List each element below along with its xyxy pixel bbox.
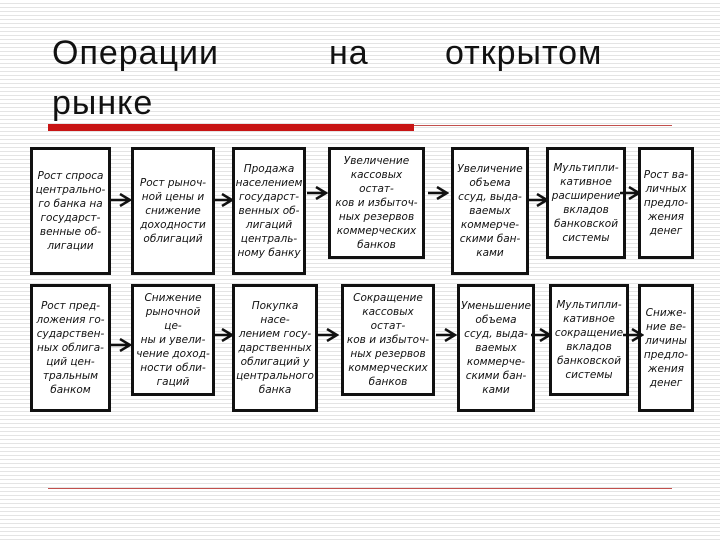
row2-box-5: Уменьшение объема ссуд, выда- ваемых коммерче- скими бан- ками xyxy=(457,284,535,412)
arrow-right-icon xyxy=(212,193,234,207)
arrow-right-icon xyxy=(622,328,644,342)
arrow-right-icon xyxy=(212,328,234,342)
row2-box-3: Покупка насе- лением госу- дарственных облигаций у центрального банка xyxy=(232,284,318,412)
arrow-right-icon xyxy=(530,328,552,342)
arrow-right-icon xyxy=(317,328,339,342)
row1-box-1: Рост спроса центрально- го банка на государст- венные об- лигации xyxy=(30,147,111,275)
title-word-3: открытом xyxy=(445,34,603,72)
arrow-right-icon xyxy=(427,186,449,200)
row2-box-6: Мультипли- кативное сокращение вкладов банковской системы xyxy=(549,284,629,396)
row1-box-2: Рост рыноч- ной цены и снижение доходности облигаций xyxy=(131,147,215,275)
row2-box-1: Рост пред- ложения го- сударствен- ных облига- ций цен- тральным банком xyxy=(30,284,111,412)
row1-box-4: Увеличение кассовых остат- ков и избыточ- ных резервов коммерческих банков xyxy=(328,147,425,259)
title-word-1: Операции xyxy=(52,34,220,72)
arrow-right-icon xyxy=(435,328,457,342)
title-word-2: на xyxy=(329,34,369,72)
arrow-right-icon xyxy=(527,193,549,207)
row2-box-7: Сниже- ние ве- личины предло- жения денег xyxy=(638,284,694,412)
row2-box-4: Сокращение кассовых остат- ков и избыточ- ных резервов коммерческих банков xyxy=(341,284,435,396)
arrow-right-icon xyxy=(110,193,132,207)
title-line-2: рынке xyxy=(52,84,154,122)
arrow-right-icon xyxy=(306,186,328,200)
arrow-right-icon xyxy=(110,338,132,352)
row1-box-3: Продажа населением государст- венных об- лигаций централь- ному банку xyxy=(232,147,306,275)
arrow-right-icon xyxy=(619,186,641,200)
row2-box-2: Снижение рыночной це- ны и увели- чение доход- ности обли- гаций xyxy=(131,284,215,396)
row1-box-5: Увеличение объема ссуд, выда- ваемых коммерче- скими бан- ками xyxy=(451,147,529,275)
row1-box-6: Мультипли- кативное расширение вкладов банковской системы xyxy=(546,147,626,259)
row1-box-7: Рост ва- личных предло- жения денег xyxy=(638,147,694,259)
